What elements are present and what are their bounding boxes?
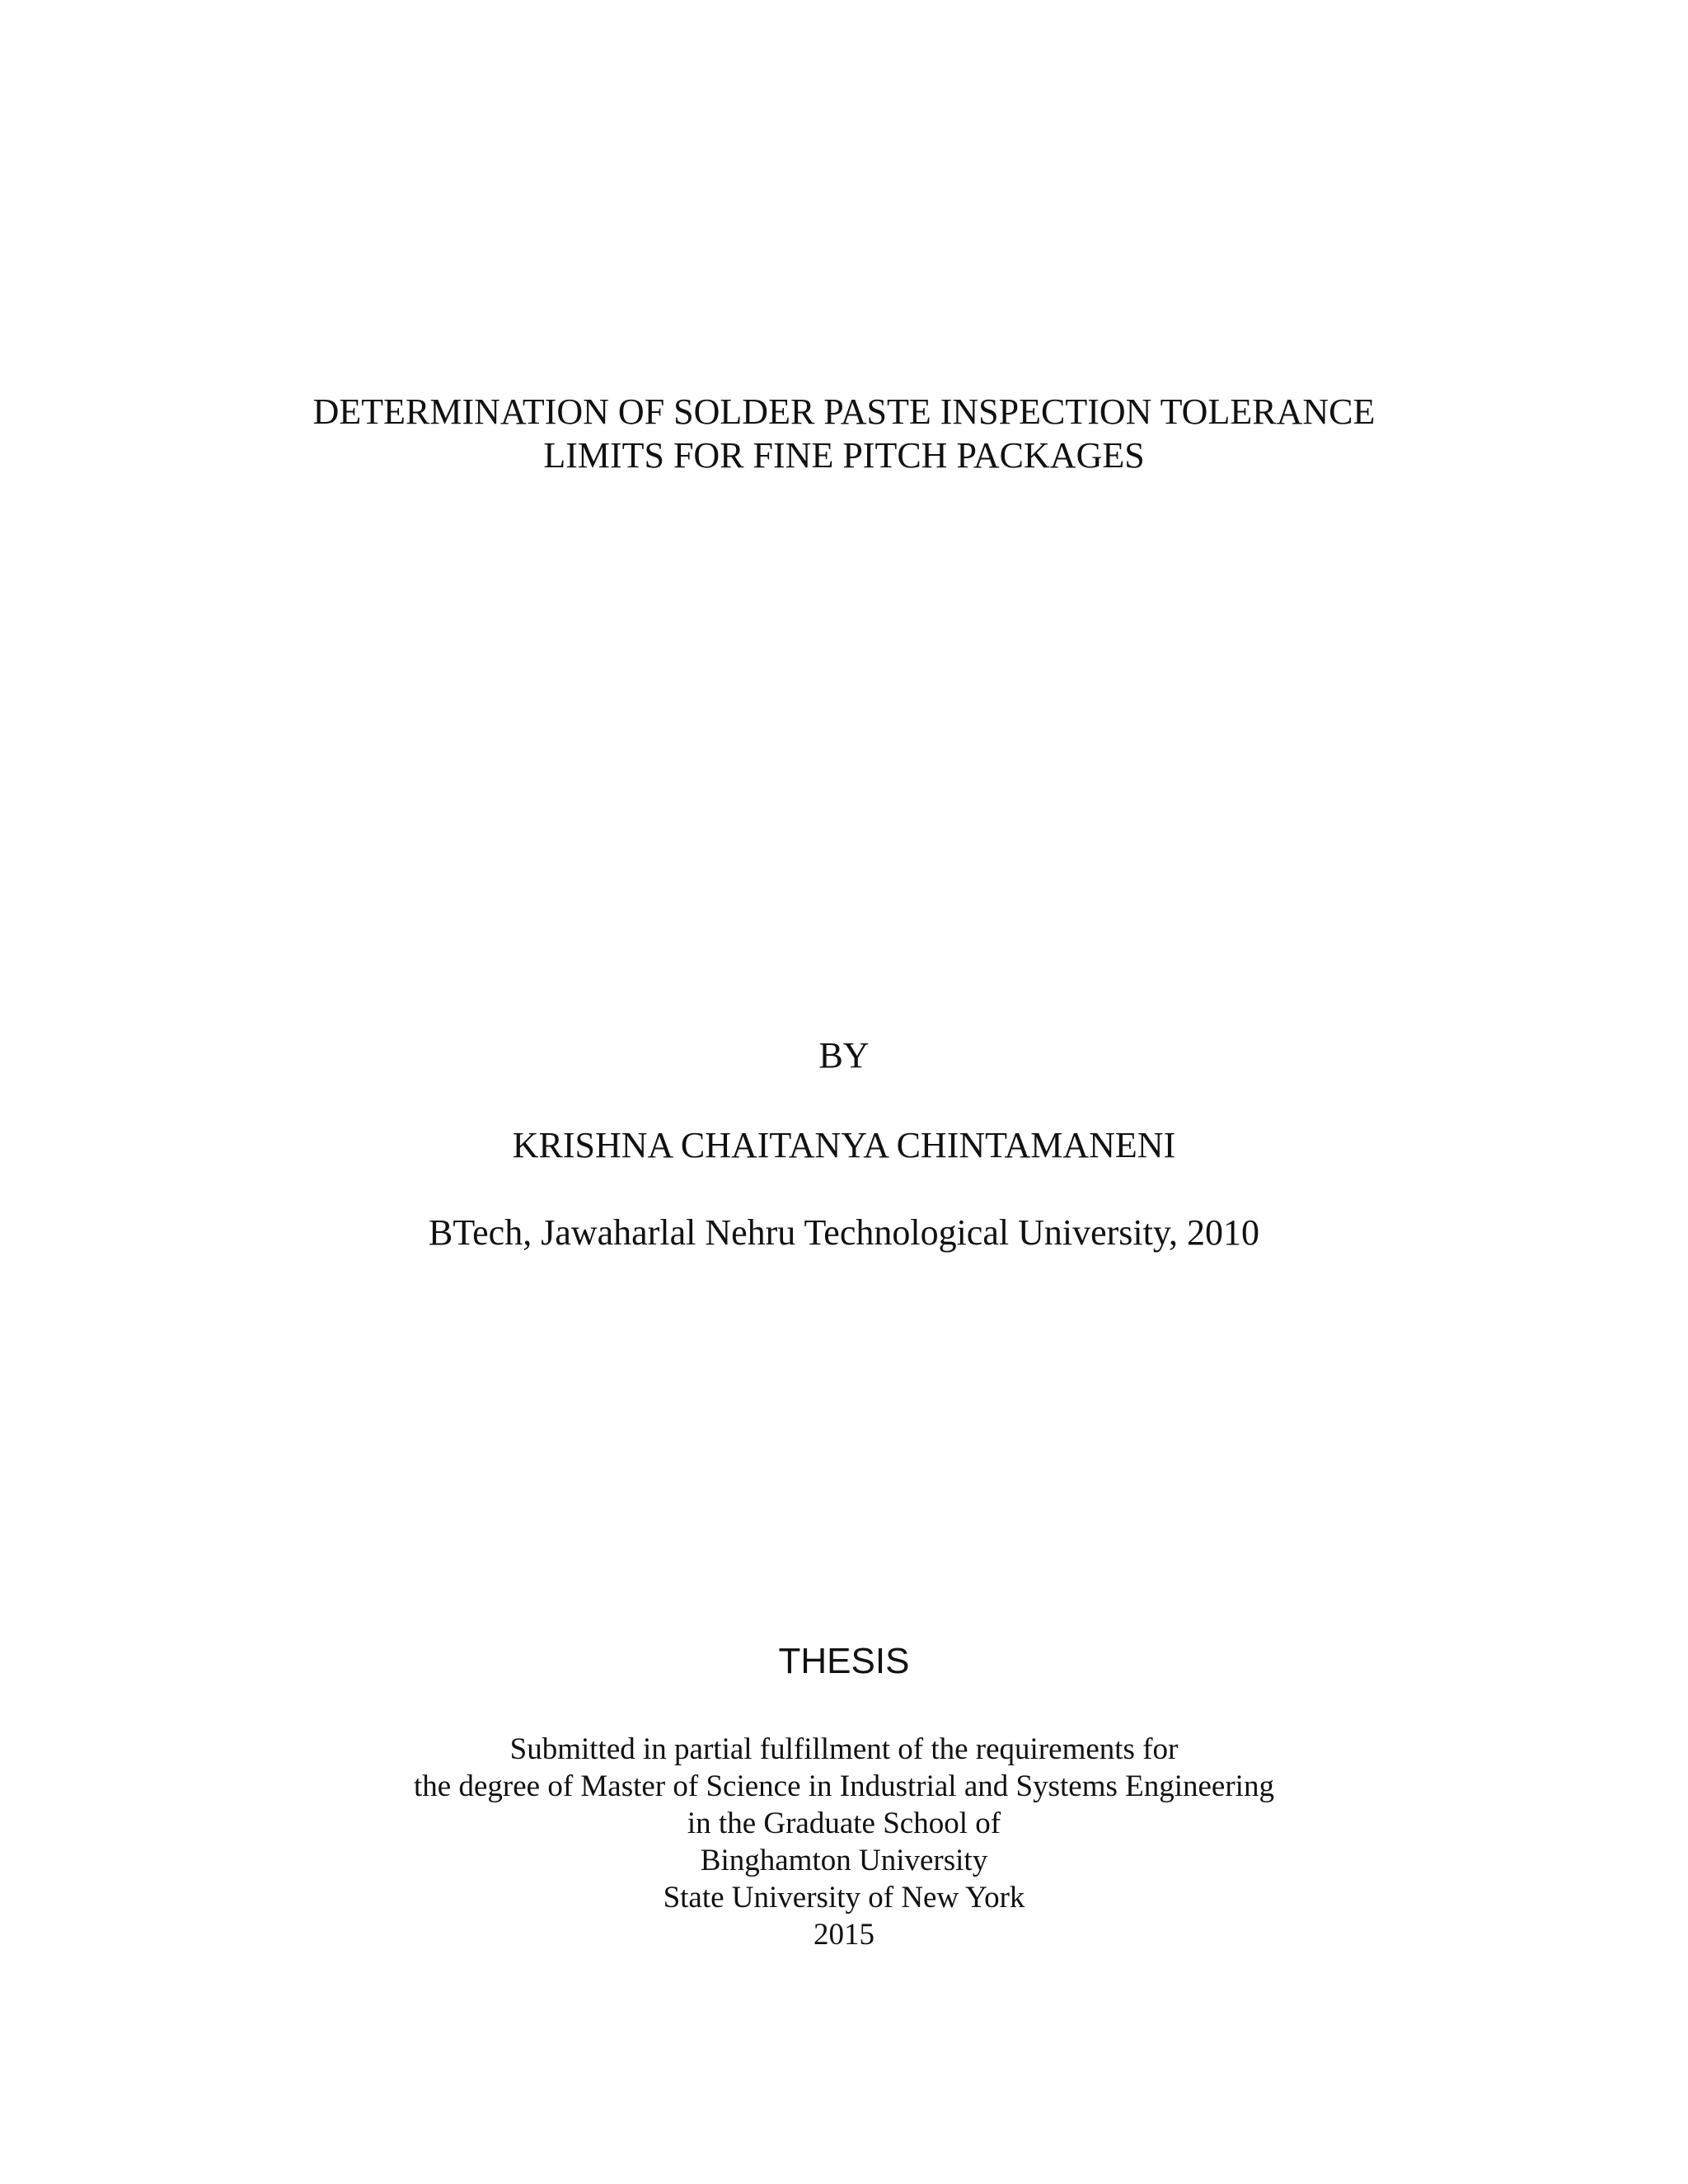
submission-line: Submitted in partial fulfillment of the requirements for (509, 1732, 1179, 1766)
author-name: KRISHNA CHAITANYA CHINTAMANENI (512, 1125, 1176, 1165)
thesis-title-line-2: LIMITS FOR FINE PITCH PACKAGES (543, 435, 1145, 476)
submission-line: the degree of Master of Science in Industrial and Systems Engineering (414, 1769, 1274, 1803)
thesis-title-line-1: DETERMINATION OF SOLDER PASTE INSPECTION TOLERANCE (312, 391, 1376, 432)
submission-line: State University of New York (663, 1881, 1025, 1915)
document-type-heading: THESIS (778, 1641, 910, 1681)
submission-year: 2015 (814, 1918, 874, 1952)
submission-line: Binghamton University (700, 1844, 988, 1877)
prior-degree: BTech, Jawaharlal Nehru Technological University, 2010 (429, 1212, 1259, 1253)
submission-line: in the Graduate School of (687, 1807, 1001, 1840)
by-label: BY (818, 1035, 870, 1076)
